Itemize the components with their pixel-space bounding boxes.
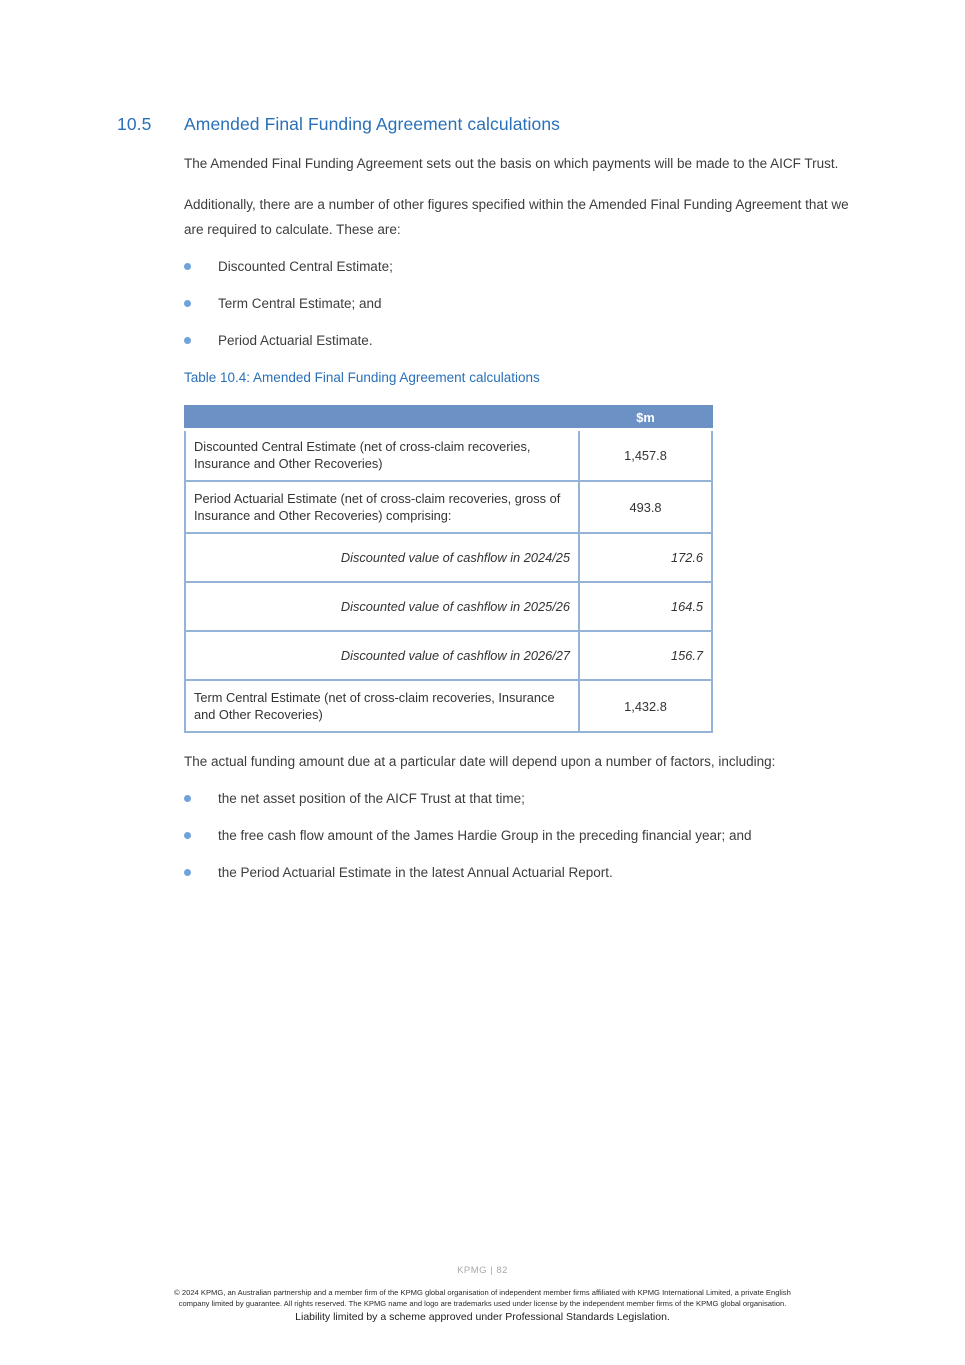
table-caption: Table 10.4: Amended Final Funding Agreement calculations (184, 370, 540, 385)
bullet-icon (184, 263, 191, 270)
table-header-value-cell: $m (579, 406, 712, 429)
table-row (185, 429, 712, 481)
bullet-icon (184, 832, 191, 839)
bullet-list-estimates (184, 254, 852, 353)
liability-statement: Liability limited by a scheme approved under Professional Standards Legislation. (295, 1311, 670, 1323)
bullet-list-factors (184, 786, 852, 885)
row-value: 156.7 (579, 631, 712, 680)
table-row (185, 533, 712, 582)
list-item (184, 291, 852, 316)
bullet-icon (184, 795, 191, 802)
body-column-lower (184, 749, 852, 885)
list-item (184, 254, 852, 279)
table-row (185, 582, 712, 631)
list-item-label: Period Actuarial Estimate. (218, 333, 373, 348)
table-header-row (185, 406, 712, 429)
list-item-label: Discounted Central Estimate; (218, 259, 393, 274)
copyright-line-2: company limited by guarantee. All rights reserved. The KPMG name and logo are trademarks used under license by the independent member firms of the KPMG global organisation. (178, 1299, 787, 1308)
row-label: Discounted value of cashflow in 2026/27 (185, 631, 579, 680)
section-heading (0, 114, 965, 135)
paragraph-3: The actual funding amount due at a particular date will depend upon a number of factors, including: (184, 754, 776, 769)
row-label: Period Actuarial Estimate (net of cross-claim recoveries, gross of Insurance and Other Recoveries) comprising: (185, 481, 579, 533)
funding-agreement-table (184, 405, 713, 733)
list-item (184, 823, 852, 848)
bullet-icon (184, 337, 191, 344)
copyright-line-1: © 2024 KPMG, an Australian partnership and a member firm of the KPMG global organisation of independent member firms affiliated with KPMG International Limited, a private English (174, 1288, 791, 1297)
table-header-label-cell (185, 406, 579, 429)
table-row (185, 481, 712, 533)
row-value: 1,432.8 (579, 680, 712, 732)
body-column (184, 151, 852, 385)
bullet-icon (184, 869, 191, 876)
list-item (184, 328, 852, 353)
bullet-icon (184, 300, 191, 307)
row-label: Term Central Estimate (net of cross-claim recoveries, Insurance and Other Recoveries) (185, 680, 579, 732)
list-item-label: the Period Actuarial Estimate in the latest Annual Actuarial Report. (218, 865, 613, 880)
page-number: KPMG | 82 (457, 1265, 508, 1276)
row-value: 164.5 (579, 582, 712, 631)
list-item-label: the free cash flow amount of the James Hardie Group in the preceding financial year; and (218, 828, 752, 843)
row-value: 172.6 (579, 533, 712, 582)
list-item-label: Term Central Estimate; and (218, 296, 382, 311)
section-title: Amended Final Funding Agreement calculations (184, 114, 561, 134)
row-value: 493.8 (579, 481, 712, 533)
list-item (184, 786, 852, 811)
copyright-notice (0, 1287, 965, 1309)
paragraph-2: Additionally, there are a number of other figures specified within the Amended Final Funding Agreement that we are required to calculate. These are: (184, 197, 849, 237)
table-row (185, 680, 712, 732)
row-label: Discounted value of cashflow in 2024/25 (185, 533, 579, 582)
page-footer (0, 1265, 965, 1323)
row-label: Discounted Central Estimate (net of cross-claim recoveries, Insurance and Other Recoveries) (185, 429, 579, 481)
row-value: 1,457.8 (579, 429, 712, 481)
table-row (185, 631, 712, 680)
paragraph-1: The Amended Final Funding Agreement sets out the basis on which payments will be made to the AICF Trust. (184, 156, 839, 171)
list-item-label: the net asset position of the AICF Trust at that time; (218, 791, 525, 806)
list-item (184, 860, 852, 885)
row-label: Discounted value of cashflow in 2025/26 (185, 582, 579, 631)
section-number: 10.5 (117, 114, 152, 134)
